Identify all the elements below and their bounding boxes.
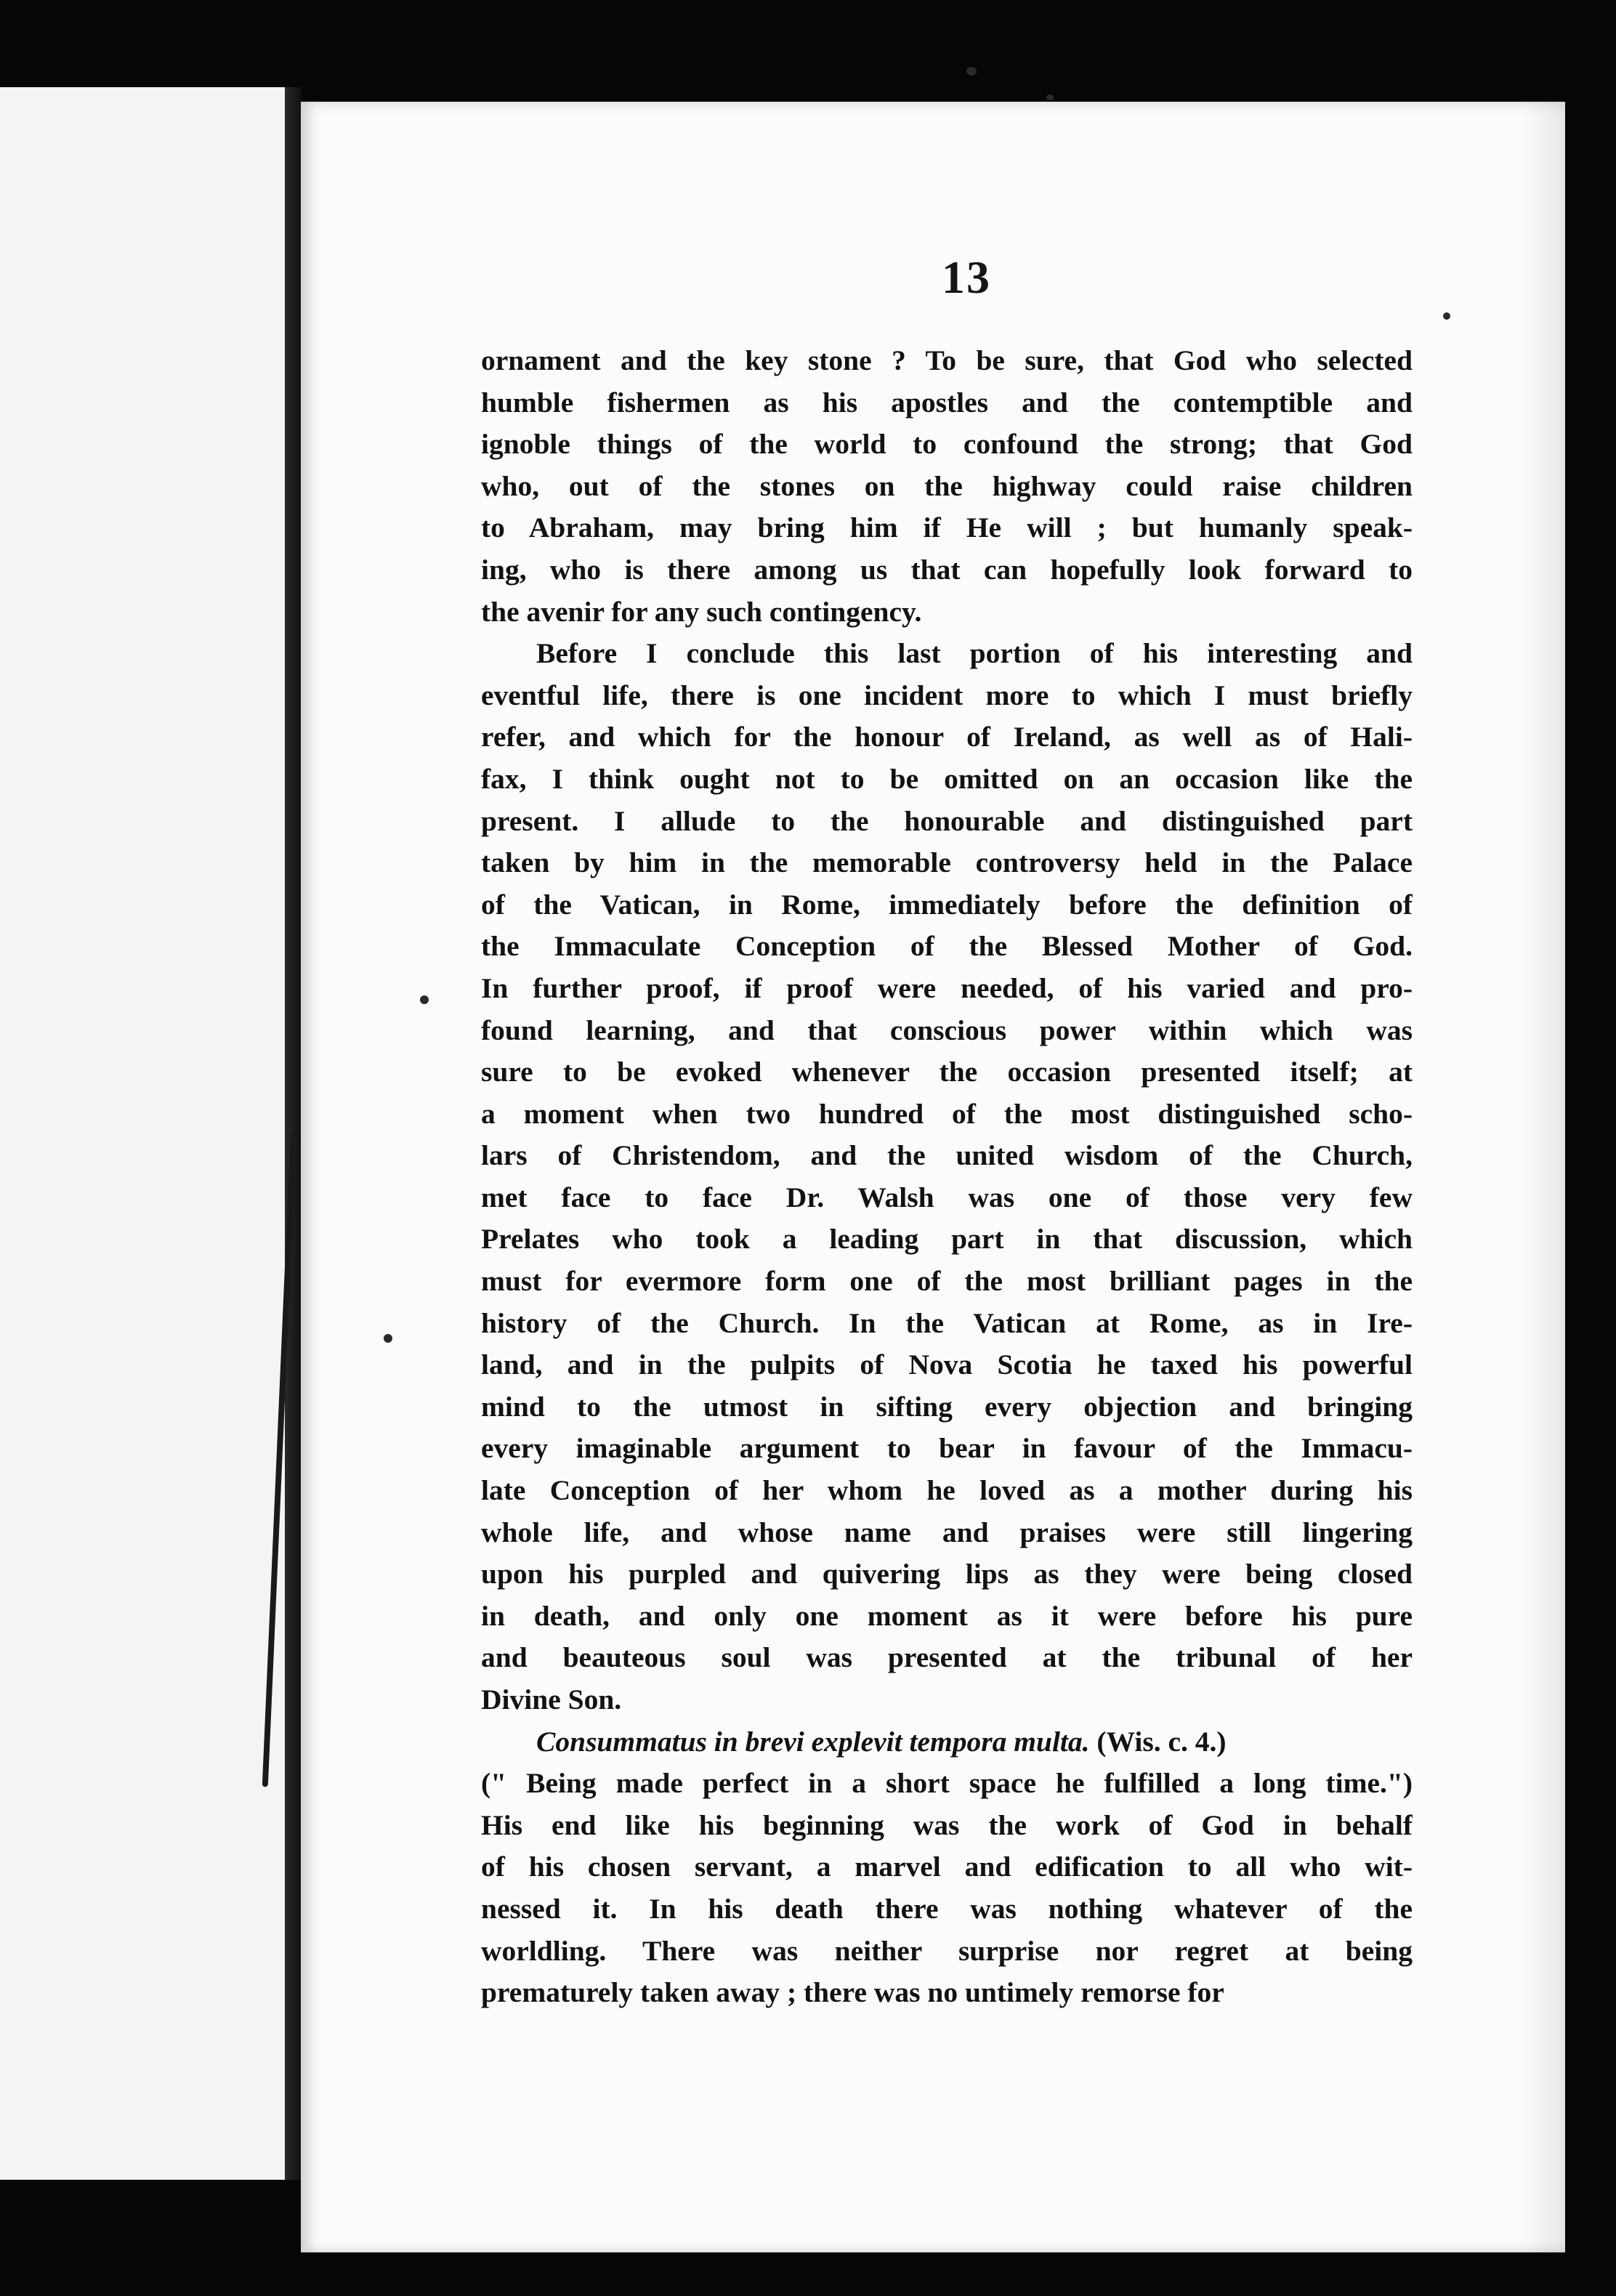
- paragraph: [481, 1721, 1413, 2014]
- paragraph: [481, 633, 1413, 1721]
- page-edge-shadow: [1522, 102, 1565, 2252]
- text-line: met face to face Dr. Walsh was one of those very few: [481, 1181, 1413, 1213]
- text-line: of his chosen servant, a marvel and edification to all who wit-: [481, 1851, 1413, 1883]
- text-line: must for evermore form one of the most brilliant pages in the: [481, 1265, 1413, 1298]
- text-line: prematurely taken away ; there was no untimely remorse for: [481, 1976, 1224, 2009]
- text-line: ignoble things of the world to confound the strong; that God: [481, 428, 1413, 461]
- text-line: fax, I think ought not to be omitted on an occasion like the: [481, 762, 1413, 795]
- text-line: a moment when two hundred of the most distinguished scho-: [481, 1097, 1413, 1130]
- text-line: ornament and the key stone ? To be sure, that God who selected: [481, 344, 1413, 376]
- page-number: 13: [942, 251, 991, 303]
- text-line: of the Vatican, in Rome, immediately before the definition of: [481, 888, 1413, 921]
- dust-speck: [384, 1334, 392, 1343]
- text-line: lars of Christendom, and the united wisdom of the Church,: [481, 1139, 1413, 1172]
- text-line: whole life, and whose name and praises were still lingering: [481, 1516, 1413, 1548]
- dust-speck: [1046, 94, 1054, 100]
- scripture-quote-line: [481, 1721, 1413, 1763]
- quote-reference: (Wis. c. 4.): [1089, 1725, 1227, 1758]
- text-line: in death, and only one moment as it were before his pure: [481, 1599, 1413, 1632]
- facing-page-edge: [0, 87, 288, 2180]
- text-line: found learning, and that conscious power within which was: [481, 1014, 1413, 1046]
- text-line: every imaginable argument to bear in favour of the Immacu-: [481, 1432, 1413, 1465]
- text-line: nessed it. In his death there was nothing whatever of the: [481, 1892, 1413, 1925]
- text-line: upon his purpled and quivering lips as they were being closed: [481, 1558, 1413, 1590]
- text-line: land, and in the pulpits of Nova Scotia he taxed his powerful: [481, 1349, 1413, 1381]
- text-line: present. I allude to the honourable and distinguished part: [481, 804, 1413, 837]
- latin-quote: Consummatus in brevi explevit tempora multa.: [536, 1725, 1090, 1758]
- text-line: His end like his beginning was the work of God in behalf: [481, 1808, 1413, 1841]
- text-line: Divine Son.: [481, 1683, 622, 1715]
- text-line: the Immaculate Conception of the Blessed Mother of God.: [481, 930, 1413, 963]
- text-line: (" Being made perfect in a short space he fulfilled a long time."): [481, 1767, 1413, 1800]
- text-line: Before I conclude this last portion of his interesting and: [536, 637, 1413, 670]
- text-line: ing, who is there among us that can hopefully look forward to: [481, 553, 1413, 586]
- text-line: mind to the utmost in sifting every objection and bringing: [481, 1390, 1413, 1423]
- text-line: who, out of the stones on the highway could raise children: [481, 469, 1413, 502]
- text-line: worldling. There was neither surprise nor regret at being: [481, 1934, 1413, 1967]
- text-line: sure to be evoked whenever the occasion presented itself; at: [481, 1056, 1413, 1088]
- text-line: to Abraham, may bring him if He will ; but humanly speak-: [481, 512, 1413, 544]
- paragraph: [481, 340, 1413, 633]
- text-line: and beauteous soul was presented at the tribunal of her: [481, 1641, 1413, 1674]
- text-line: history of the Church. In the Vatican at Rome, as in Ire-: [481, 1306, 1413, 1339]
- text-line: eventful life, there is one incident more to which I must briefly: [481, 679, 1413, 711]
- dust-speck: [420, 995, 429, 1004]
- body-text: [481, 340, 1413, 2014]
- text-line: In further proof, if proof were needed, of his varied and pro-: [481, 971, 1413, 1004]
- text-line: the avenir for any such contingency.: [481, 595, 922, 628]
- text-line: late Conception of her whom he loved as a mother during his: [481, 1474, 1413, 1507]
- text-line: Prelates who took a leading part in that discussion, which: [481, 1223, 1413, 1256]
- dust-speck: [1443, 312, 1450, 320]
- dust-speck: [966, 67, 977, 76]
- text-line: refer, and which for the honour of Ireland, as well as of Hali-: [481, 721, 1413, 753]
- text-line: taken by him in the memorable controversy held in the Palace: [481, 846, 1413, 879]
- text-line: humble fishermen as his apostles and the contemptible and: [481, 386, 1413, 419]
